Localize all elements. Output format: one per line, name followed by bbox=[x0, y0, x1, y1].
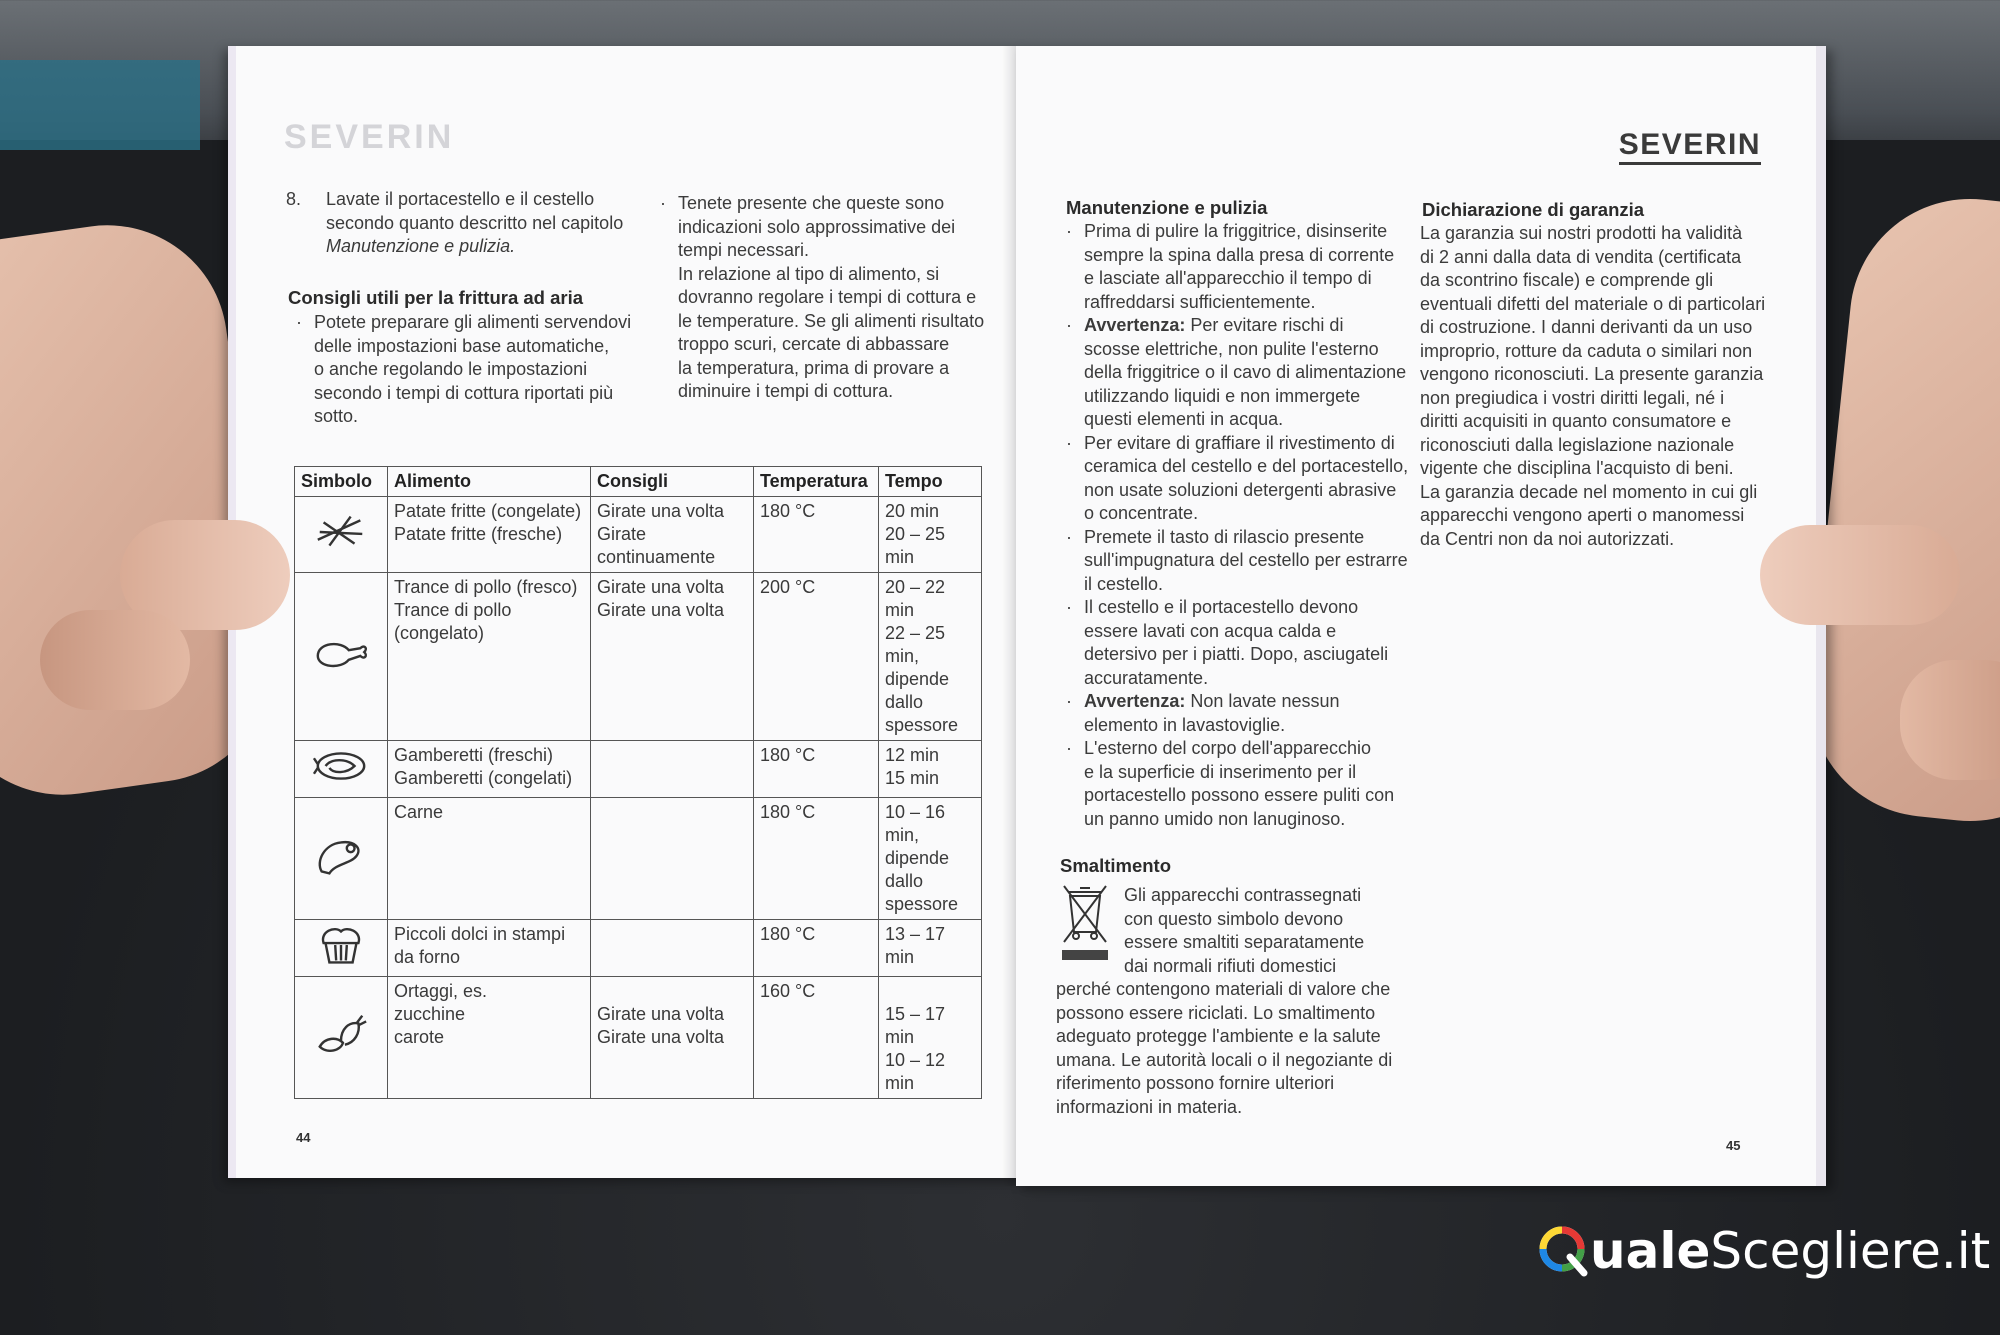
tips-line: delle impostazioni base automatiche, bbox=[314, 335, 610, 356]
warranty-text bbox=[1420, 222, 1765, 551]
cell-line: Girate una volta bbox=[597, 501, 725, 521]
warranty-heading: Dichiarazione di garanzia bbox=[1422, 199, 1645, 220]
watermark-part1: uale bbox=[1590, 1222, 1711, 1280]
right-finger bbox=[1900, 660, 2000, 780]
text-line: Non lavate nessun bbox=[1190, 691, 1340, 711]
temp-cell: 180 °C bbox=[754, 798, 879, 920]
temp-cell: 160 °C bbox=[754, 977, 879, 1099]
cell-line: 13 – 17 min bbox=[885, 924, 946, 967]
step-8-line: Manutenzione e pulizia. bbox=[326, 236, 516, 256]
disposal-short bbox=[1124, 884, 1364, 978]
cell-line: Ortaggi, es. bbox=[394, 981, 488, 1001]
food-cell bbox=[388, 920, 591, 977]
text-line: diritti acquisiti in quanto consumatore e bbox=[1420, 411, 1732, 431]
vegetables-icon bbox=[295, 977, 388, 1099]
note-line: Tenete presente che queste sono bbox=[678, 193, 945, 213]
tips-cell bbox=[591, 798, 754, 920]
watermark-logo bbox=[1538, 1222, 1990, 1280]
text-line: Premete il tasto di rilascio presente bbox=[1084, 526, 1365, 547]
text-line: umana. Le autorità locali o il negoziante di bbox=[1056, 1049, 1393, 1070]
left-finger bbox=[40, 610, 190, 710]
background-wall bbox=[0, 60, 200, 150]
bullet-item bbox=[1066, 690, 1414, 737]
text-line: apparecchi vengono aperti o manomessi bbox=[1420, 505, 1745, 525]
cell-line: Girate una volta bbox=[597, 600, 725, 620]
tips-cell bbox=[591, 920, 754, 977]
cell-line: (congelato) bbox=[394, 623, 485, 643]
text-line: con questo simbolo devono bbox=[1124, 908, 1344, 929]
cooking-table bbox=[294, 466, 982, 1099]
cell-line: Girate una volta bbox=[597, 1004, 725, 1024]
brand-logo: SEVERIN bbox=[1619, 130, 1761, 165]
text-line: scosse elettriche, non pulite l'esterno bbox=[1084, 338, 1379, 359]
text-line: della friggitrice o il cavo di alimentazione bbox=[1084, 362, 1407, 382]
food-cell bbox=[388, 798, 591, 920]
step-8-line: secondo quanto descritto nel capitolo bbox=[326, 212, 624, 233]
header-temperature: Temperatura bbox=[754, 467, 879, 497]
cell-line: continuamente bbox=[597, 547, 716, 567]
disposal-heading: Smaltimento bbox=[1060, 855, 1172, 876]
note-line: la temperatura, prima di provare a bbox=[678, 357, 950, 378]
bullet: · bbox=[1066, 738, 1072, 758]
text-line: o concentrate. bbox=[1084, 503, 1199, 523]
note-line: diminuire i tempi di cottura. bbox=[678, 381, 894, 401]
note-line: troppo scuri, cercate di abbassare bbox=[678, 334, 950, 354]
text-line: da scontrino fiscale) e comprende gli bbox=[1420, 270, 1714, 290]
cell-line: dipende dallo bbox=[885, 848, 950, 891]
step-8 bbox=[326, 188, 623, 259]
step-8-number: 8. bbox=[286, 189, 302, 209]
meat-icon bbox=[295, 798, 388, 920]
text-line: Per evitare di graffiare il rivestimento di bbox=[1084, 432, 1395, 453]
text-line: vigente che disciplina l'acquisto di beni. bbox=[1420, 458, 1734, 478]
tips-line: secondo i tempi di cottura riportati più bbox=[314, 382, 614, 403]
text-line: essere smaltiti separatamente bbox=[1124, 932, 1365, 952]
cell-line: 10 – 16 min, bbox=[885, 802, 946, 845]
text-line: sempre la spina dalla presa di corrente bbox=[1084, 244, 1395, 265]
tips-line: sotto. bbox=[314, 406, 359, 426]
text-line: di costruzione. I danni derivanti da un uso bbox=[1420, 317, 1753, 337]
cell-line: 12 min bbox=[885, 745, 940, 765]
time-cell bbox=[879, 573, 982, 741]
cell-line: 15 – 17 min bbox=[885, 1004, 946, 1047]
header-food: Alimento bbox=[388, 467, 591, 497]
right-page bbox=[1016, 46, 1826, 1186]
text-line: essere lavati con acqua calda e bbox=[1084, 620, 1337, 641]
warning-label: Avvertenza: bbox=[1084, 691, 1186, 711]
bullet-item bbox=[1066, 596, 1414, 690]
page-number: 45 bbox=[1726, 1138, 1741, 1153]
text-line: Il cestello e il portacestello devono bbox=[1084, 597, 1359, 617]
cell-line: 20 – 22 min bbox=[885, 577, 946, 620]
fries-icon bbox=[295, 497, 388, 573]
table-row bbox=[295, 977, 982, 1099]
step-8-line: Lavate il portacestello e il cestello bbox=[326, 189, 595, 209]
bullet-item bbox=[1066, 314, 1414, 432]
cell-line: Girate una volta bbox=[597, 577, 725, 597]
text-line: Gli apparecchi contrassegnati bbox=[1124, 885, 1362, 905]
food-cell bbox=[388, 741, 591, 798]
table-row bbox=[295, 741, 982, 798]
right-thumb bbox=[1760, 525, 1960, 625]
note-line: In relazione al tipo di alimento, si bbox=[678, 263, 940, 284]
text-line: Per evitare rischi di bbox=[1190, 315, 1344, 335]
cell-line: zucchine bbox=[394, 1004, 466, 1024]
tips-heading: Consigli utili per la frittura ad aria bbox=[288, 287, 584, 308]
text-line: elemento in lavastoviglie. bbox=[1084, 714, 1286, 735]
bullet-item bbox=[1066, 526, 1414, 597]
time-cell bbox=[879, 920, 982, 977]
text-line: La garanzia decade nel momento in cui gli bbox=[1420, 481, 1758, 502]
text-line: non pregiudica i vostri diritti legali, né i bbox=[1420, 387, 1725, 408]
cell-line: spessore bbox=[885, 715, 959, 735]
text-line: raffreddarsi sufficientemente. bbox=[1084, 291, 1316, 312]
text-line: dai normali rifiuti domestici bbox=[1124, 955, 1337, 976]
text-line: da Centri non da noi autorizzati. bbox=[1420, 528, 1675, 549]
note-line: tempi necessari. bbox=[678, 240, 810, 260]
bullet: · bbox=[1066, 597, 1072, 617]
table-header-row bbox=[295, 467, 982, 497]
cell-line: 15 min bbox=[885, 768, 940, 788]
temp-cell: 180 °C bbox=[754, 497, 879, 573]
text-line: eventuali difetti del materiale o di particolari bbox=[1420, 293, 1766, 314]
time-cell bbox=[879, 977, 982, 1099]
bullet: · bbox=[296, 312, 302, 332]
text-line: La garanzia sui nostri prodotti ha validità bbox=[1420, 223, 1743, 243]
text-line: vengono riconosciuti. La presente garanzia bbox=[1420, 364, 1764, 384]
cell-line: 20 min bbox=[885, 501, 940, 521]
tips-cell bbox=[591, 497, 754, 573]
warning-label: Avvertenza: bbox=[1084, 315, 1186, 335]
cell-line: spessore bbox=[885, 894, 959, 914]
temp-cell: 200 °C bbox=[754, 573, 879, 741]
bullet: · bbox=[1066, 526, 1072, 547]
disposal-text bbox=[1056, 978, 1392, 1119]
shrimp-icon bbox=[295, 741, 388, 798]
text-line: questi elementi in acqua. bbox=[1084, 409, 1284, 429]
text-line: portacestello possono essere puliti con bbox=[1084, 785, 1395, 805]
text-line: L'esterno del corpo dell'apparecchio bbox=[1084, 738, 1372, 758]
temp-cell: 180 °C bbox=[754, 920, 879, 977]
wheelie-bin-crossed-icon bbox=[1058, 882, 1112, 964]
cell-line: Girate una volta bbox=[597, 1027, 725, 1047]
text-line: non usate soluzioni detergenti abrasive bbox=[1084, 479, 1397, 500]
bullet-item bbox=[1066, 737, 1414, 831]
text-line: e lasciate all'apparecchio il tempo di bbox=[1084, 268, 1372, 288]
cell-line: Trance di pollo bbox=[394, 600, 512, 620]
temp-cell: 180 °C bbox=[754, 741, 879, 798]
note-text bbox=[660, 192, 985, 404]
cell-line: Girate bbox=[597, 524, 647, 544]
tips-line: Potete preparare gli alimenti servendovi bbox=[314, 312, 632, 332]
page-number: 44 bbox=[296, 1130, 311, 1145]
bullet-item bbox=[1066, 432, 1414, 526]
bullet: · bbox=[1066, 691, 1072, 711]
text-line: utilizzando liquidi e non immergete bbox=[1084, 385, 1361, 406]
cell-line: da forno bbox=[394, 947, 461, 967]
bullet-item bbox=[1066, 220, 1414, 314]
cell-line: Gamberetti (freschi) bbox=[394, 745, 554, 765]
note-line: indicazioni solo approssimative dei bbox=[678, 216, 956, 237]
note-line: dovranno regolare i tempi di cottura e bbox=[678, 287, 977, 307]
text-line: un panno umido non lanuginoso. bbox=[1084, 808, 1346, 829]
cell-line: Patate fritte (congelate) bbox=[394, 501, 582, 521]
food-cell bbox=[388, 977, 591, 1099]
text-line: riconosciuti dalla legislazione nazionale bbox=[1420, 434, 1735, 455]
text-line: informazioni in materia. bbox=[1056, 1096, 1243, 1117]
table-row bbox=[295, 497, 982, 573]
text-line: di 2 anni dalla data di vendita (certificata bbox=[1420, 246, 1742, 267]
bullet: · bbox=[1066, 315, 1072, 335]
food-cell bbox=[388, 573, 591, 741]
text-line: sull'impugnatura del cestello per estrarre bbox=[1084, 550, 1408, 570]
cell-line: 20 – 25 min bbox=[885, 524, 946, 567]
header-time: Tempo bbox=[879, 467, 982, 497]
cell-line: Piccoli dolci in stampi bbox=[394, 924, 566, 944]
text-line: il cestello. bbox=[1084, 573, 1164, 594]
text-line: detersivo per i piatti. Dopo, asciugateli bbox=[1084, 644, 1389, 664]
table-row bbox=[295, 920, 982, 977]
left-page bbox=[228, 46, 1026, 1178]
food-cell bbox=[388, 497, 591, 573]
bullet: · bbox=[1066, 432, 1072, 453]
table-row bbox=[295, 798, 982, 920]
maintenance-text bbox=[1066, 220, 1414, 831]
cell-line: Gamberetti (congelati) bbox=[394, 768, 573, 788]
cell-line: carote bbox=[394, 1027, 445, 1047]
q-logo-icon bbox=[1538, 1225, 1590, 1277]
cell-line: 22 – 25 min, bbox=[885, 623, 946, 666]
text-line: ceramica del cestello e del portacestello, bbox=[1084, 456, 1409, 476]
maintenance-heading: Manutenzione e pulizia bbox=[1066, 197, 1268, 218]
text-line: possono essere riciclati. Lo smaltimento bbox=[1056, 1002, 1376, 1023]
text-line: adeguato protegge l'ambiente e la salute bbox=[1056, 1026, 1381, 1046]
cell-line: Trance di pollo (fresco) bbox=[394, 577, 578, 597]
watermark-part2: Scegliere.it bbox=[1710, 1222, 1991, 1280]
cell-line: Patate fritte (fresche) bbox=[394, 524, 563, 544]
table-row bbox=[295, 573, 982, 741]
muffin-icon bbox=[295, 920, 388, 977]
bullet: · bbox=[1066, 221, 1072, 241]
text-line: riferimento possono fornire ulteriori bbox=[1056, 1073, 1335, 1093]
time-cell bbox=[879, 497, 982, 573]
tips-text bbox=[296, 311, 632, 429]
tips-cell bbox=[591, 741, 754, 798]
cell-line: 10 – 12 min bbox=[885, 1050, 946, 1093]
text-line: improprio, rotture da caduta o similari non bbox=[1420, 340, 1753, 361]
note-line: le temperature. Se gli alimenti risultato bbox=[678, 310, 985, 331]
chicken-leg-icon bbox=[295, 573, 388, 741]
header-tips: Consigli bbox=[591, 467, 754, 497]
cell-line bbox=[597, 980, 747, 1003]
header-symbol: Simbolo bbox=[295, 467, 388, 497]
cell-line: Carne bbox=[394, 802, 444, 822]
text-line: e la superficie di inserimento per il bbox=[1084, 761, 1357, 782]
cell-line: dipende dallo bbox=[885, 669, 950, 712]
bullet: · bbox=[660, 193, 666, 213]
time-cell bbox=[879, 741, 982, 798]
text-line: perché contengono materiali di valore che bbox=[1056, 979, 1391, 999]
text-line: Prima di pulire la friggitrice, disinserite bbox=[1084, 221, 1388, 241]
time-cell bbox=[879, 798, 982, 920]
ghost-brand: SEVERIN bbox=[284, 118, 455, 156]
text-line: accuratamente. bbox=[1084, 667, 1209, 688]
tips-cell bbox=[591, 977, 754, 1099]
tips-line: o anche regolando le impostazioni bbox=[314, 359, 588, 379]
cell-line bbox=[885, 980, 975, 1003]
tips-cell bbox=[591, 573, 754, 741]
